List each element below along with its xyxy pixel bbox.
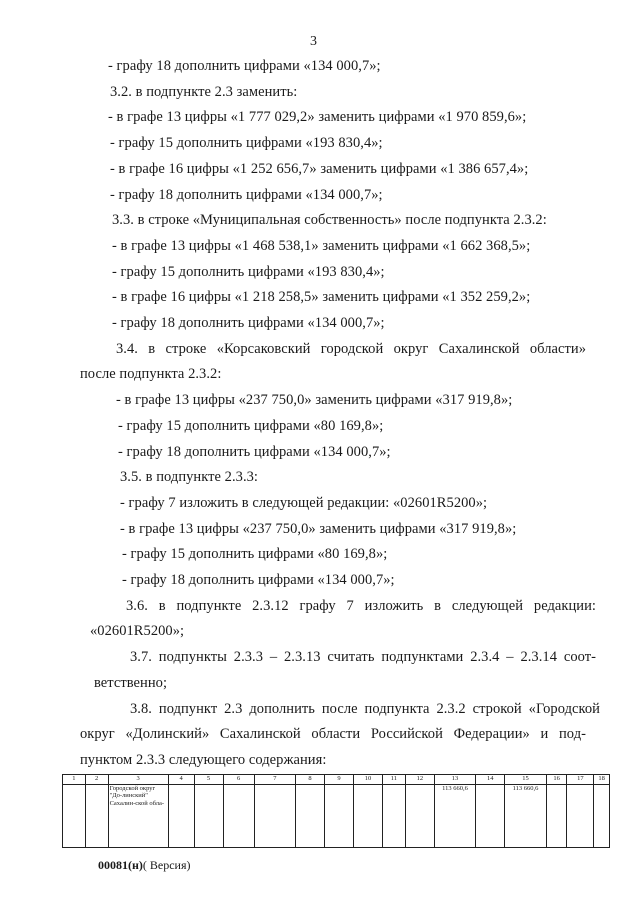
table-header-cell: 3 — [108, 775, 168, 785]
text-line: - в графе 13 цифры «1 468 538,1» заменить цифрами «1 662 368,5»; — [112, 237, 531, 254]
table-header-cell: 11 — [383, 775, 406, 785]
text-line: - в графе 13 цифры «237 750,0» заменить цифрами «317 919,8»; — [116, 392, 513, 409]
text-line: - в графе 16 цифры «1 218 258,5» заменить цифрами «1 352 259,2»; — [112, 289, 531, 306]
text-line: - графу 15 дополнить цифрами «80 169,8»; — [122, 546, 388, 563]
table-header-cell: 12 — [405, 775, 434, 785]
table-cell: 113 660,6 — [505, 785, 546, 848]
table-header-cell: 9 — [325, 775, 354, 785]
table-header-cell: 7 — [254, 775, 295, 785]
table-header-cell: 14 — [476, 775, 505, 785]
text-line: - графу 15 дополнить цифрами «193 830,4»; — [110, 135, 383, 152]
table-header-cell: 4 — [168, 775, 194, 785]
text-line: - графу 7 изложить в следующей редакции: «02601R5200»; — [120, 494, 488, 511]
text-line: - в графе 16 цифры «1 252 656,7» заменить цифрами «1 386 657,4»; — [110, 160, 529, 177]
text-line: - в графе 13 цифры «237 750,0» заменить цифрами «317 919,8»; — [120, 520, 517, 537]
text-line: 3.6. в подпункте 2.3.12 графу 7 изложить в следующей редакции: — [126, 597, 596, 614]
page-number: 3 — [310, 34, 317, 49]
table-cell — [296, 785, 325, 848]
table-cell — [405, 785, 434, 848]
table-header-cell: 15 — [505, 775, 546, 785]
text-line: 3.4. в строке «Корсаковский городской округ Сахалинской области» — [116, 340, 586, 357]
document-footer — [98, 858, 191, 873]
table-cell — [223, 785, 254, 848]
text-line: - графу 18 дополнить цифрами «134 000,7»; — [122, 572, 395, 588]
table-cell: Городской округ "До-линский" Сахалин-ской обла- — [108, 785, 168, 848]
text-line: 3.5. в подпункте 2.3.3: — [120, 469, 259, 486]
table-header-cell: 6 — [223, 775, 254, 785]
table-header-cell: 2 — [85, 775, 108, 785]
document-version: ( Версия) — [142, 858, 191, 872]
table-header-cell: 16 — [546, 775, 567, 785]
text-line: «02601R5200»; — [90, 623, 185, 640]
text-line: 3.7. подпункты 2.3.3 – 2.3.13 считать подпунктами 2.3.4 – 2.3.14 соот- — [130, 649, 596, 666]
table-header-cell: 1 — [63, 775, 86, 785]
table-header-cell: 18 — [594, 775, 610, 785]
table-cell — [546, 785, 567, 848]
table-cell — [476, 785, 505, 848]
text-line: 3.2. в подпункте 2.3 заменить: — [110, 83, 298, 100]
table-header-row — [63, 775, 610, 785]
table-header-cell: 5 — [194, 775, 223, 785]
text-line: - графу 18 дополнить цифрами «134 000,7»; — [108, 58, 381, 74]
text-line: - графу 15 дополнить цифрами «193 830,4»; — [112, 263, 385, 280]
table-cell — [354, 785, 383, 848]
table-cell — [594, 785, 610, 848]
table-header-cell: 17 — [567, 775, 594, 785]
table-cell — [254, 785, 295, 848]
table-header-cell: 8 — [296, 775, 325, 785]
text-line: - графу 18 дополнить цифрами «134 000,7»; — [118, 443, 391, 460]
table-cell — [567, 785, 594, 848]
table-cell — [85, 785, 108, 848]
table-cell — [194, 785, 223, 848]
table-cell — [63, 785, 86, 848]
text-line: 3.3. в строке «Муниципальная собственность» после подпункта 2.3.2: — [112, 212, 547, 229]
table-cell — [168, 785, 194, 848]
document-code: 00081(н) — [98, 858, 143, 872]
text-line: пунктом 2.3.3 следующего содержания: — [80, 751, 327, 768]
table-row — [63, 785, 610, 848]
table-header-cell: 10 — [354, 775, 383, 785]
table-cell: 113 660,6 — [434, 785, 475, 848]
table-cell — [325, 785, 354, 848]
text-line: 3.8. подпункт 2.3 дополнить после подпункта 2.3.2 строкой «Городской — [130, 700, 600, 717]
data-table — [62, 774, 610, 848]
text-line: округ «Долинский» Сахалинской области Российской Федерации» и под- — [80, 726, 586, 743]
table-cell — [383, 785, 406, 848]
text-line: ветственно; — [94, 674, 168, 691]
table-header-cell: 13 — [434, 775, 475, 785]
text-line: - графу 18 дополнить цифрами «134 000,7»; — [112, 315, 385, 331]
text-line: - в графе 13 цифры «1 777 029,2» заменить цифрами «1 970 859,6»; — [108, 109, 527, 126]
text-line: после подпункта 2.3.2: — [80, 366, 222, 383]
text-line: - графу 15 дополнить цифрами «80 169,8»; — [118, 417, 384, 434]
text-line: - графу 18 дополнить цифрами «134 000,7»; — [110, 186, 383, 203]
